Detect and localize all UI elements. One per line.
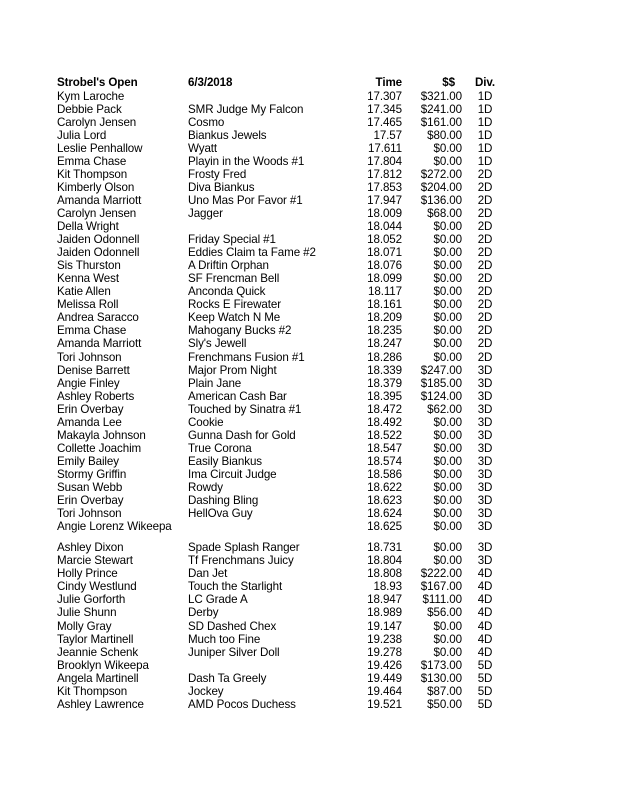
payout: $0.00 [433, 454, 462, 468]
rider-name: Denise Barrett [57, 363, 130, 377]
payout: $173.00 [420, 658, 462, 672]
horse-name: Ima Circuit Judge [188, 467, 277, 481]
run-time: 18.052 [367, 233, 402, 247]
payout: $0.00 [433, 154, 462, 168]
table-row [0, 390, 618, 403]
division: 5D [477, 684, 493, 698]
run-time: 18.286 [367, 350, 402, 364]
run-time: 18.472 [367, 402, 402, 416]
horse-name: Rowdy [188, 481, 223, 494]
payout: $130.00 [420, 671, 462, 685]
horse-name: Biankus Jewels [188, 128, 267, 142]
horse-name: Easily Biankus [188, 454, 262, 468]
division: 3D [477, 494, 493, 508]
run-time: 17.804 [367, 154, 402, 168]
run-time: 18.947 [367, 593, 402, 607]
horse-name: Jockey [188, 684, 224, 698]
division: 2D [477, 311, 493, 325]
rider-name: Taylor Martinell [57, 632, 134, 646]
run-time: 18.379 [367, 376, 402, 390]
payout: $0.00 [433, 350, 462, 364]
payout: $0.00 [433, 507, 462, 521]
payout: $0.00 [433, 481, 462, 494]
division: 2D [477, 272, 493, 286]
horse-name: True Corona [188, 441, 252, 455]
rider-name: Angie Lorenz Wikeepa [57, 520, 172, 534]
payout: $0.00 [433, 233, 462, 247]
run-time: 19.464 [367, 684, 402, 698]
run-time: 18.622 [367, 481, 402, 494]
run-time: 18.989 [367, 606, 402, 620]
money-column-header: $$ [442, 76, 455, 89]
horse-name: HellOva Guy [188, 507, 253, 521]
rider-name: Sis Thurston [57, 259, 121, 273]
payout: $0.00 [433, 220, 462, 233]
table-row [0, 507, 618, 520]
table-row [0, 659, 618, 672]
run-time: 17.307 [367, 89, 402, 103]
payout: $111.00 [422, 593, 462, 607]
payout: $0.00 [433, 324, 462, 338]
division: 3D [477, 481, 493, 494]
division: 4D [477, 632, 493, 646]
rider-name: Makayla Johnson [57, 428, 146, 442]
division: 3D [477, 415, 493, 429]
payout: $56.00 [427, 606, 462, 620]
horse-name: Keep Watch N Me [188, 311, 281, 325]
run-time: 18.235 [367, 324, 402, 338]
table-row [0, 103, 618, 116]
run-time: 18.624 [367, 507, 402, 521]
division: 5D [477, 697, 493, 711]
horse-name: Anconda Quick [188, 285, 266, 299]
rider-name: Melissa Roll [57, 298, 119, 312]
division: 2D [477, 324, 493, 338]
division: 4D [477, 619, 493, 633]
table-row [0, 181, 618, 194]
division: 2D [477, 259, 493, 273]
table-row [0, 259, 618, 272]
table-row [0, 429, 618, 442]
run-time: 18.339 [367, 363, 402, 377]
run-time: 19.147 [367, 619, 402, 633]
payout: $0.00 [433, 259, 462, 273]
division: 3D [477, 363, 493, 377]
run-time: 18.161 [367, 298, 402, 312]
table-row [0, 468, 618, 481]
rider-name: Ashley Roberts [57, 389, 135, 403]
payout: $0.00 [433, 520, 462, 534]
payout: $0.00 [433, 246, 462, 260]
payout: $247.00 [420, 363, 462, 377]
payout: $0.00 [433, 311, 462, 325]
division-column-header: Div. [474, 76, 495, 89]
rider-name: Angie Finley [57, 376, 120, 390]
table-row [0, 311, 618, 324]
table-row [0, 298, 618, 311]
division: 3D [477, 454, 493, 468]
table-row [0, 593, 618, 606]
rider-name: Tori Johnson [57, 507, 122, 521]
payout: $136.00 [420, 193, 462, 207]
run-time: 19.449 [367, 671, 402, 685]
division: 3D [477, 520, 493, 534]
rider-name: Amanda Lee [57, 415, 122, 429]
payout: $0.00 [433, 554, 462, 568]
payout: $241.00 [420, 102, 462, 116]
division: 3D [477, 376, 493, 390]
payout: $0.00 [433, 415, 462, 429]
table-row [0, 168, 618, 181]
division: 5D [477, 671, 493, 685]
horse-name: SMR Judge My Falcon [188, 102, 304, 116]
rider-name: Kimberly Olson [57, 180, 135, 194]
division: 1D [477, 89, 493, 103]
horse-name: SF Frencman Bell [188, 272, 280, 286]
horse-name: Frenchmans Fusion #1 [188, 350, 305, 364]
rider-name: Susan Webb [57, 481, 123, 494]
horse-name: Frosty Fred [188, 167, 247, 181]
division: 3D [477, 389, 493, 403]
rider-name: Jaiden Odonnell [57, 233, 140, 247]
run-time: 19.278 [367, 645, 402, 659]
division: 2D [477, 233, 493, 247]
horse-name: Touch the Starlight [188, 580, 283, 594]
horse-name: Dashing Bling [188, 494, 259, 508]
division: 4D [477, 567, 493, 581]
division: 2D [477, 246, 493, 260]
event-title: Strobel's Open [57, 76, 138, 89]
horse-name: Playin in the Woods #1 [188, 154, 305, 168]
run-time: 19.238 [367, 632, 402, 646]
horse-name: Rocks E Firewater [188, 298, 282, 312]
run-time: 18.209 [367, 311, 402, 325]
run-time: 17.853 [367, 180, 402, 194]
horse-name: Mahogany Bucks #2 [188, 324, 292, 338]
rider-name: Julie Gorforth [57, 593, 126, 607]
horse-name: Tf Frenchmans Juicy [188, 554, 294, 568]
rider-name: Della Wright [57, 220, 119, 233]
horse-name: Plain Jane [188, 376, 242, 390]
run-time: 17.611 [368, 141, 402, 155]
division: 3D [477, 507, 493, 521]
rider-name: Tori Johnson [57, 350, 122, 364]
run-time: 18.492 [367, 415, 402, 429]
horse-name: Touched by Sinatra #1 [188, 402, 302, 416]
table-row [0, 416, 618, 429]
division: 3D [477, 441, 493, 455]
table-row [0, 685, 618, 698]
rider-name: Holly Prince [57, 567, 118, 581]
division: 3D [477, 554, 493, 568]
payout: $0.00 [433, 141, 462, 155]
run-time: 17.345 [367, 102, 402, 116]
rider-name: Andrea Saracco [57, 311, 139, 325]
run-time: 18.522 [367, 428, 402, 442]
run-time: 17.947 [367, 193, 402, 207]
horse-name: Much too Fine [188, 632, 261, 646]
table-row [0, 324, 618, 337]
payout: $272.00 [420, 167, 462, 181]
table-row [0, 116, 618, 129]
table-row [0, 272, 618, 285]
horse-name: Uno Mas Por Favor #1 [188, 193, 303, 207]
header-row [0, 76, 618, 89]
rider-name: Stormy Griffin [57, 467, 127, 481]
run-time: 18.099 [367, 272, 402, 286]
run-time: 18.071 [367, 246, 402, 260]
payout: $0.00 [433, 337, 462, 351]
division: 2D [477, 220, 493, 233]
rider-name: Julie Shunn [57, 606, 117, 620]
run-time: 18.247 [367, 337, 402, 351]
table-row [0, 194, 618, 207]
payout: $0.00 [433, 632, 462, 646]
run-time: 18.076 [367, 259, 402, 273]
run-time: 18.009 [367, 206, 402, 220]
table-row [0, 646, 618, 659]
table-row [0, 129, 618, 142]
horse-name: Gunna Dash for Gold [188, 428, 296, 442]
run-time: 18.547 [367, 441, 402, 455]
division: 2D [477, 206, 493, 220]
time-column-header: Time [375, 76, 402, 89]
horse-name: Friday Special #1 [188, 233, 276, 247]
payout: $0.00 [433, 494, 462, 508]
table-row [0, 620, 618, 633]
run-time: 19.426 [367, 658, 402, 672]
rider-name: Amanda Marriott [57, 193, 142, 207]
rider-name: Amanda Marriott [57, 337, 142, 351]
rider-name: Ashley Dixon [57, 541, 124, 555]
payout: $185.00 [420, 376, 462, 390]
horse-name: Derby [188, 606, 219, 620]
horse-name: Major Prom Night [188, 363, 277, 377]
table-row [0, 155, 618, 168]
run-time: 19.521 [367, 697, 402, 711]
rider-name: Carolyn Jensen [57, 115, 137, 129]
run-time: 18.804 [367, 554, 402, 568]
run-time: 18.117 [368, 285, 402, 299]
run-time: 18.586 [367, 467, 402, 481]
payout: $0.00 [433, 441, 462, 455]
horse-name: Wyatt [188, 141, 218, 155]
payout: $222.00 [420, 567, 462, 581]
run-time: 18.623 [367, 494, 402, 508]
rider-name: Emma Chase [57, 154, 127, 168]
division: 2D [477, 298, 493, 312]
rider-name: Jaiden Odonnell [57, 246, 140, 260]
rider-name: Kit Thompson [57, 167, 128, 181]
division: 4D [477, 593, 493, 607]
horse-name: LC Grade A [188, 593, 248, 607]
table-row [0, 442, 618, 455]
division: 1D [477, 102, 493, 116]
rider-name: Molly Gray [57, 619, 112, 633]
payout: $0.00 [433, 467, 462, 481]
table-row [0, 698, 618, 711]
division: 2D [477, 350, 493, 364]
run-time: 17.465 [367, 115, 402, 129]
division: 1D [477, 141, 493, 155]
table-row [0, 220, 618, 233]
rider-name: Brooklyn Wikeepa [57, 658, 149, 672]
run-time: 18.044 [367, 220, 402, 233]
rider-name: Leslie Penhallow [57, 141, 143, 155]
horse-name: Juniper Silver Doll [188, 645, 280, 659]
division: 2D [477, 285, 493, 299]
payout: $68.00 [427, 206, 462, 220]
horse-name: Spade Splash Ranger [188, 541, 300, 555]
horse-name: Dan Jet [188, 567, 228, 581]
rider-name: Emma Chase [57, 324, 127, 338]
run-time: 17.57 [373, 128, 402, 142]
division: 1D [477, 128, 493, 142]
payout: $204.00 [420, 180, 462, 194]
table-row [0, 403, 618, 416]
payout: $321.00 [420, 89, 462, 103]
table-row [0, 351, 618, 364]
rider-name: Kym Laroche [57, 89, 125, 103]
payout: $0.00 [433, 298, 462, 312]
table-row [0, 246, 618, 259]
run-time: 17.812 [367, 167, 402, 181]
table-row [0, 337, 618, 350]
event-date: 6/3/2018 [188, 76, 233, 89]
table-row [0, 494, 618, 507]
payout: $0.00 [433, 645, 462, 659]
payout: $167.00 [420, 580, 462, 594]
table-row [0, 580, 618, 593]
run-time: 18.395 [367, 389, 402, 403]
division: 3D [477, 428, 493, 442]
table-row [0, 567, 618, 580]
horse-name: Eddies Claim ta Fame #2 [188, 246, 316, 260]
division: 5D [477, 658, 493, 672]
table-row [0, 285, 618, 298]
rider-name: Ashley Lawrence [57, 697, 144, 711]
payout: $161.00 [420, 115, 462, 129]
division: 4D [477, 645, 493, 659]
rider-name: Collette Joachim [57, 441, 142, 455]
run-time: 18.808 [367, 567, 402, 581]
run-time: 18.731 [367, 541, 402, 555]
horse-name: Diva Biankus [188, 180, 255, 194]
payout: $124.00 [420, 389, 462, 403]
table-row [0, 90, 618, 103]
horse-name: AMD Pocos Duchess [188, 697, 296, 711]
horse-name: Cosmo [188, 115, 225, 129]
table-row [0, 142, 618, 155]
table-row [0, 455, 618, 468]
table-row [0, 672, 618, 685]
rider-name: Kit Thompson [57, 684, 128, 698]
rider-name: Erin Overbay [57, 494, 124, 508]
horse-name: A Driftin Orphan [188, 259, 269, 273]
table-row [0, 364, 618, 377]
rider-name: Angela Martinell [57, 671, 139, 685]
rider-name: Carolyn Jensen [57, 206, 137, 220]
payout: $87.00 [427, 684, 462, 698]
rider-name: Emily Bailey [57, 454, 119, 468]
table-row [0, 520, 618, 533]
division: 2D [477, 337, 493, 351]
table-row [0, 541, 618, 554]
payout: $0.00 [433, 541, 462, 555]
rider-name: Jeannie Schenk [57, 645, 139, 659]
table-row [0, 633, 618, 646]
table-row [0, 554, 618, 567]
division: 2D [477, 193, 493, 207]
horse-name: Dash Ta Greely [188, 671, 267, 685]
rider-name: Julia Lord [57, 128, 107, 142]
table-row [0, 606, 618, 619]
division: 2D [477, 180, 493, 194]
division: 2D [477, 167, 493, 181]
division: 4D [477, 580, 493, 594]
rider-name: Katie Allen [57, 285, 111, 299]
division: 1D [477, 115, 493, 129]
table-row [0, 207, 618, 220]
payout: $0.00 [433, 272, 462, 286]
rider-name: Erin Overbay [57, 402, 124, 416]
rider-name: Kenna West [57, 272, 119, 286]
rider-name: Debbie Pack [57, 102, 122, 116]
division: 3D [477, 402, 493, 416]
horse-name: Cookie [188, 415, 224, 429]
horse-name: American Cash Bar [188, 389, 287, 403]
horse-name: Jagger [188, 206, 223, 220]
payout: $50.00 [427, 697, 462, 711]
division: 4D [477, 606, 493, 620]
division: 1D [477, 154, 493, 168]
payout: $0.00 [433, 619, 462, 633]
rider-name: Cindy Westlund [57, 580, 137, 594]
division: 3D [477, 467, 493, 481]
division: 3D [477, 541, 493, 555]
horse-name: Sly's Jewell [188, 337, 247, 351]
table-row [0, 481, 618, 494]
run-time: 18.625 [367, 520, 402, 534]
run-time: 18.574 [367, 454, 402, 468]
payout: $0.00 [433, 428, 462, 442]
rider-name: Marcie Stewart [57, 554, 133, 568]
run-time: 18.93 [373, 580, 402, 594]
horse-name: SD Dashed Chex [188, 619, 277, 633]
payout: $80.00 [427, 128, 462, 142]
table-row [0, 233, 618, 246]
payout: $62.00 [427, 402, 462, 416]
payout: $0.00 [433, 285, 462, 299]
table-row [0, 377, 618, 390]
